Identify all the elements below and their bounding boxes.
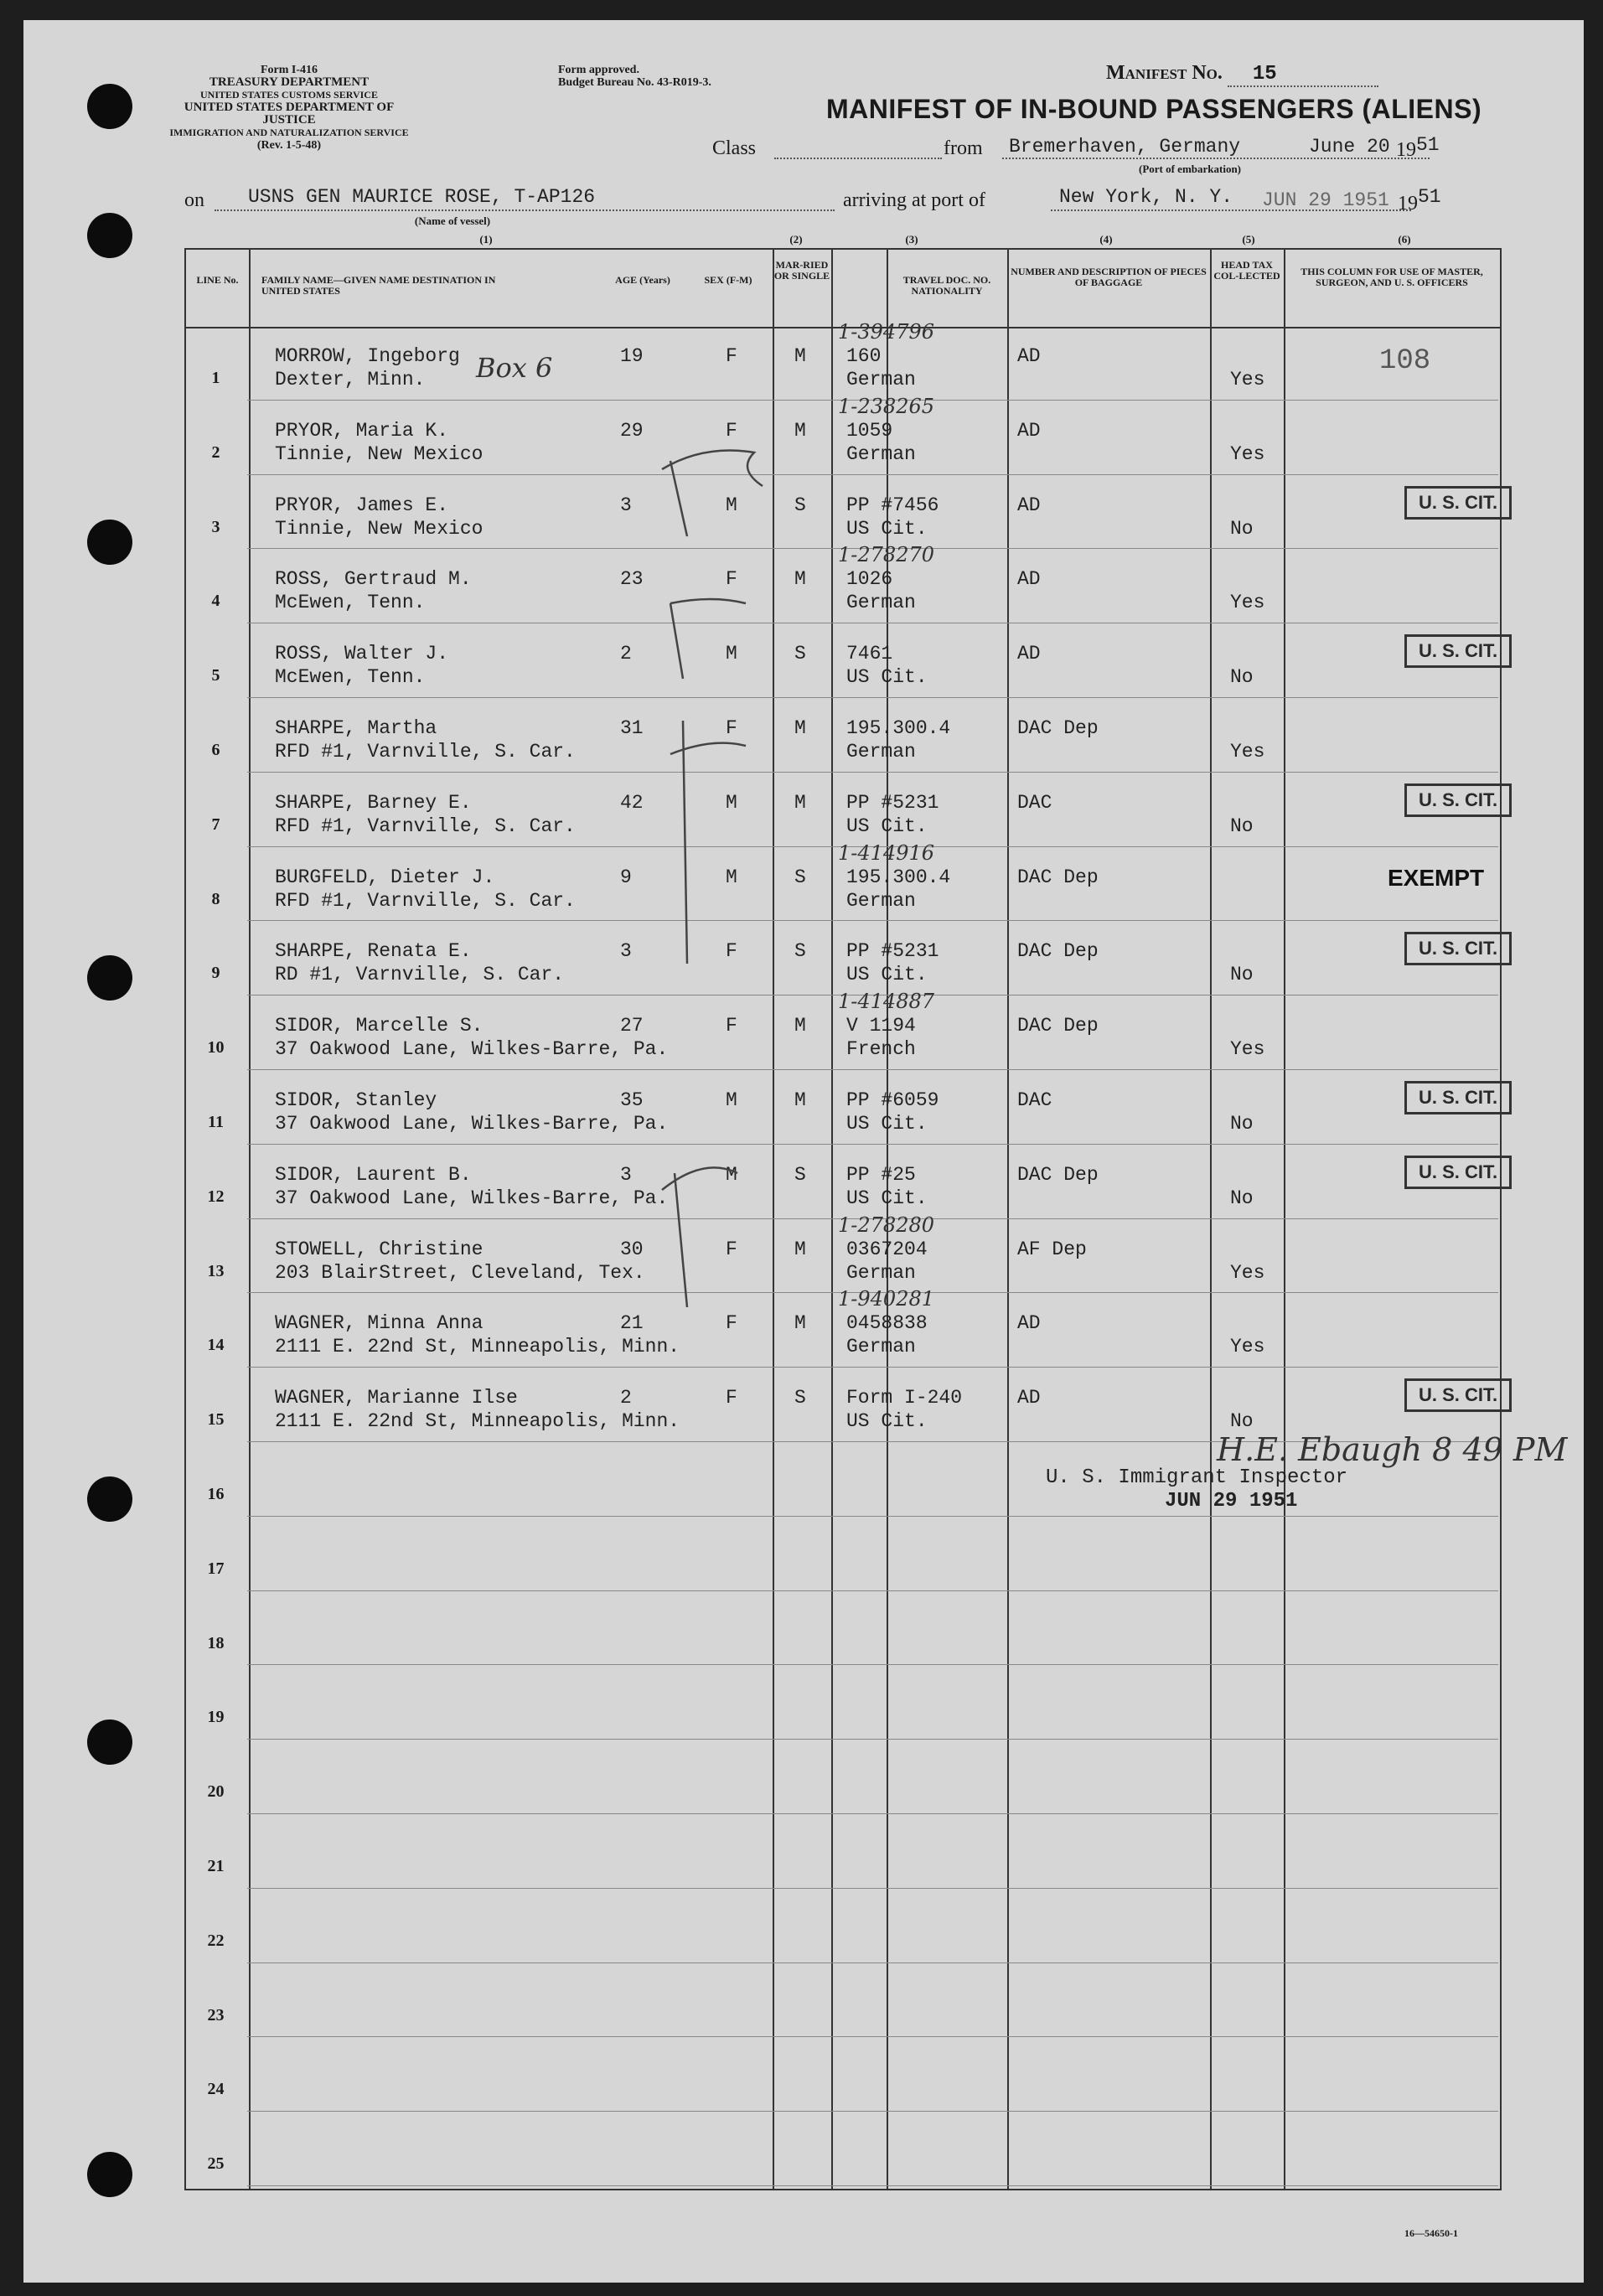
line-number: 2 — [211, 443, 220, 462]
passenger-age: 31 — [620, 717, 644, 739]
row-divider — [247, 1664, 1498, 1665]
line-number: 15 — [207, 1410, 225, 1429]
passenger-sex: F — [726, 717, 737, 739]
us-citizen-stamp: U. S. CIT. — [1404, 486, 1512, 520]
treasury-dept: TREASURY DEPARTMENT — [209, 75, 370, 89]
line-number: 25 — [207, 2154, 225, 2173]
row-divider — [247, 697, 1498, 698]
passenger-name: WAGNER, Minna Anna — [275, 1312, 483, 1334]
manifest-label: Manifest No. — [1106, 62, 1223, 84]
passenger-destination: 203 BlairStreet, Cleveland, Tex. — [275, 1262, 645, 1284]
agency-block — [159, 64, 419, 152]
passenger-name: MORROW, Ingeborg — [275, 345, 460, 367]
baggage: DAC — [1017, 792, 1052, 814]
passenger-name: WAGNER, Marianne Ilse — [275, 1387, 518, 1409]
row-divider — [247, 1962, 1498, 1963]
arriving-label: arriving at port of — [843, 189, 985, 211]
binder-hole — [87, 1476, 132, 1522]
head-tax: No — [1230, 964, 1254, 985]
passenger-sex: F — [726, 940, 737, 962]
nationality: US Cit. — [846, 1187, 928, 1209]
baggage: AD — [1017, 1387, 1041, 1409]
us-citizen-stamp: U. S. CIT. — [1404, 634, 1512, 668]
col-divider — [1007, 250, 1009, 2189]
col-number: (6) — [1398, 233, 1411, 246]
line-number: 14 — [207, 1336, 225, 1354]
nationality: US Cit. — [846, 1113, 928, 1135]
passenger-destination: RFD #1, Varnville, S. Car. — [275, 741, 576, 763]
class-field — [774, 158, 942, 159]
line-number: 8 — [211, 890, 220, 908]
line-number: 24 — [207, 2080, 225, 2098]
travel-doc: PP #7456 — [846, 494, 939, 516]
line-number: 9 — [211, 964, 220, 982]
passenger-name: PRYOR, James E. — [275, 494, 449, 516]
passenger-marital: M — [794, 1015, 806, 1037]
col-header-headtax: HEAD TAX COL-LECTED — [1213, 259, 1280, 282]
head-tax: Yes — [1230, 369, 1265, 390]
line-number: 3 — [211, 518, 220, 536]
line-number: 21 — [207, 1857, 225, 1875]
passenger-marital: M — [794, 717, 806, 739]
passenger-name: STOWELL, Christine — [275, 1238, 483, 1260]
form-approved: Form approved. — [558, 64, 639, 76]
alien-registration-note: 1-414916 — [838, 841, 934, 865]
binder-hole — [87, 1719, 132, 1765]
line-number: 5 — [211, 666, 220, 685]
justice-dept: UNITED STATES DEPARTMENT OF JUSTICE — [184, 101, 395, 127]
line-number: 20 — [207, 1782, 225, 1801]
passenger-marital: S — [794, 494, 806, 516]
on-label: on — [184, 189, 204, 211]
manifest-number — [1106, 62, 1378, 87]
binder-hole — [87, 84, 132, 129]
col-header-sex: SEX (F-M) — [704, 274, 752, 286]
baggage: DAC Dep — [1017, 1164, 1099, 1186]
head-tax: No — [1230, 815, 1254, 837]
passenger-name: ROSS, Gertraud M. — [275, 568, 472, 590]
class-label: Class — [712, 137, 757, 159]
head-tax: Yes — [1230, 1336, 1265, 1357]
line-number: 16 — [207, 1485, 225, 1503]
passenger-destination: RD #1, Varnville, S. Car. — [275, 964, 565, 985]
passenger-marital: M — [794, 345, 806, 367]
row-divider — [247, 1813, 1498, 1814]
box-note: Box 6 — [476, 352, 553, 384]
baggage: AD — [1017, 345, 1041, 367]
passenger-name: SHARPE, Martha — [275, 717, 437, 739]
passenger-destination: RFD #1, Varnville, S. Car. — [275, 890, 576, 912]
vessel-value: USNS GEN MAURICE ROSE, T-AP126 — [248, 186, 596, 208]
col-number: (3) — [905, 233, 918, 246]
col-divider — [831, 250, 833, 2189]
nationality: German — [846, 741, 916, 763]
passenger-marital: M — [794, 792, 806, 814]
row-divider — [247, 1367, 1498, 1368]
passenger-sex: M — [726, 792, 737, 814]
travel-doc: PP #6059 — [846, 1089, 939, 1111]
col-number: (5) — [1242, 233, 1255, 246]
passenger-destination: 2111 E. 22nd St, Minneapolis, Minn. — [275, 1410, 680, 1432]
baggage: DAC Dep — [1017, 866, 1099, 888]
passenger-marital: S — [794, 1387, 806, 1409]
vessel-field — [215, 209, 835, 211]
exempt-stamp: EXEMPT — [1388, 865, 1485, 891]
revision: (Rev. 1-5-48) — [256, 139, 322, 152]
line-number: 10 — [207, 1038, 225, 1057]
alien-registration-note: 1-940281 — [838, 1287, 934, 1311]
travel-doc: 195.300.4 — [846, 717, 951, 739]
travel-doc: 0458838 — [846, 1312, 928, 1334]
us-citizen-stamp: U. S. CIT. — [1404, 783, 1512, 817]
nationality: German — [846, 890, 916, 912]
head-tax: No — [1230, 1113, 1254, 1135]
inspector-date-stamp: JUN 29 1951 — [1165, 1490, 1298, 1513]
line-number: 12 — [207, 1187, 225, 1206]
col-number: (2) — [789, 233, 803, 246]
nationality: German — [846, 592, 916, 613]
col-divider — [1210, 250, 1212, 2189]
passenger-destination: 37 Oakwood Lane, Wilkes-Barre, Pa. — [275, 1038, 669, 1060]
us-citizen-stamp: U. S. CIT. — [1404, 1378, 1512, 1412]
passenger-age: 21 — [620, 1312, 644, 1334]
binder-hole — [87, 213, 132, 258]
head-tax: Yes — [1230, 443, 1265, 465]
travel-doc: Form I-240 — [846, 1387, 963, 1409]
baggage: AD — [1017, 643, 1041, 664]
baggage: AD — [1017, 1312, 1041, 1334]
travel-doc: PP #25 — [846, 1164, 916, 1186]
head-tax: Yes — [1230, 1262, 1265, 1284]
nationality: US Cit. — [846, 518, 928, 540]
col-number: (4) — [1099, 233, 1113, 246]
row-divider — [247, 2036, 1498, 2037]
handwritten-marks — [637, 436, 771, 1441]
col-header-married: MAR-RIED OR SINGLE — [773, 259, 830, 282]
passenger-age: 3 — [620, 494, 632, 516]
nationality: US Cit. — [846, 666, 928, 688]
travel-doc: 160 — [846, 345, 882, 367]
line-number: 19 — [207, 1708, 225, 1726]
line-number: 13 — [207, 1262, 225, 1280]
budget-bureau: Budget Bureau No. 43-R019-3. — [558, 76, 711, 89]
row-divider — [247, 1144, 1498, 1145]
alien-registration-note: 1-238265 — [838, 395, 934, 418]
form-id: Form I-416 — [260, 64, 318, 76]
passenger-marital: S — [794, 1164, 806, 1186]
arrival-date-stamp: JUN 29 1951 — [1262, 189, 1389, 211]
passenger-sex: F — [726, 345, 737, 367]
alien-registration-note: 1-394796 — [838, 320, 934, 344]
passenger-name: SHARPE, Renata E. — [275, 940, 472, 962]
passenger-marital: S — [794, 940, 806, 962]
row-divider — [247, 2111, 1498, 2112]
form-approved-block — [558, 64, 711, 89]
line-number: 23 — [207, 2006, 225, 2025]
passenger-age: 3 — [620, 1164, 632, 1186]
page-title: MANIFEST OF IN-BOUND PASSENGERS (ALIENS) — [826, 94, 1482, 124]
passenger-marital: M — [794, 1238, 806, 1260]
from-field — [1002, 158, 1430, 159]
arrival-year-suffix: 51 — [1418, 186, 1441, 208]
nationality: German — [846, 1336, 916, 1357]
baggage: DAC Dep — [1017, 940, 1099, 962]
passenger-destination: McEwen, Tenn. — [275, 592, 426, 613]
nationality: German — [846, 1262, 916, 1284]
passenger-age: 3 — [620, 940, 632, 962]
col-header-travel: TRAVEL DOC. NO. NATIONALITY — [902, 274, 991, 297]
passenger-sex: M — [726, 643, 737, 664]
officer-count-stamp: 108 — [1379, 345, 1431, 377]
col-header-age: AGE (Years) — [615, 274, 670, 286]
passenger-destination: McEwen, Tenn. — [275, 666, 426, 688]
head-tax: Yes — [1230, 592, 1265, 613]
passenger-marital: M — [794, 420, 806, 442]
passenger-age: 19 — [620, 345, 644, 367]
row-divider — [247, 920, 1498, 921]
passenger-marital: S — [794, 643, 806, 664]
travel-doc: 1026 — [846, 568, 893, 590]
baggage: DAC — [1017, 1089, 1052, 1111]
inspector-signature: H.E. Ebaugh 8 49 PM — [1217, 1431, 1568, 1468]
passenger-sex: M — [726, 1164, 737, 1186]
baggage: AD — [1017, 568, 1041, 590]
row-divider — [247, 2185, 1498, 2186]
col-divider — [1284, 250, 1285, 2189]
passenger-sex: F — [726, 1387, 737, 1409]
customs-service: UNITED STATES CUSTOMS SERVICE — [200, 89, 378, 101]
line-number: 22 — [207, 1931, 225, 1950]
head-tax: No — [1230, 1410, 1254, 1432]
passenger-age: 2 — [620, 1387, 632, 1409]
passenger-age: 29 — [620, 420, 644, 442]
year-prefix: 19 — [1396, 139, 1416, 161]
col-header-name: FAMILY NAME—GIVEN NAME DESTINATION IN UNITED STATES — [261, 274, 496, 297]
travel-doc: PP #5231 — [846, 940, 939, 962]
nationality: German — [846, 443, 916, 465]
col-header-officers: THIS COLUMN FOR USE OF MASTER, SURGEON, AND U. S. OFFICERS — [1300, 266, 1483, 288]
year-suffix: 51 — [1416, 134, 1440, 156]
passenger-marital: M — [794, 1312, 806, 1334]
passenger-marital: S — [794, 866, 806, 888]
passenger-destination: Tinnie, New Mexico — [275, 518, 483, 540]
head-tax: No — [1230, 518, 1254, 540]
us-citizen-stamp: U. S. CIT. — [1404, 1081, 1512, 1114]
baggage: AF Dep — [1017, 1238, 1087, 1260]
baggage: AD — [1017, 494, 1041, 516]
passenger-destination: Dexter, Minn. — [275, 369, 426, 390]
travel-doc: PP #5231 — [846, 792, 939, 814]
passenger-sex: M — [726, 866, 737, 888]
us-citizen-stamp: U. S. CIT. — [1404, 1156, 1512, 1189]
row-divider — [247, 1590, 1498, 1591]
passenger-sex: M — [726, 494, 737, 516]
head-tax: No — [1230, 1187, 1254, 1209]
baggage: DAC Dep — [1017, 1015, 1099, 1037]
passenger-sex: F — [726, 1015, 737, 1037]
line-number: 6 — [211, 741, 220, 759]
passenger-marital: M — [794, 1089, 806, 1111]
alien-registration-note: 1-278280 — [838, 1213, 934, 1237]
passenger-sex: F — [726, 420, 737, 442]
passenger-sex: F — [726, 568, 737, 590]
row-divider — [247, 1069, 1498, 1070]
passenger-destination: Tinnie, New Mexico — [275, 443, 483, 465]
binder-hole — [87, 955, 132, 1001]
alien-registration-note: 1-414887 — [838, 990, 934, 1013]
passenger-destination: 2111 E. 22nd St, Minneapolis, Minn. — [275, 1336, 680, 1357]
baggage: DAC Dep — [1017, 717, 1099, 739]
passenger-age: 23 — [620, 568, 644, 590]
passenger-name: BURGFELD, Dieter J. — [275, 866, 495, 888]
binder-hole — [87, 2152, 132, 2197]
passenger-name: SIDOR, Laurent B. — [275, 1164, 472, 1186]
passenger-destination: 37 Oakwood Lane, Wilkes-Barre, Pa. — [275, 1113, 669, 1135]
passenger-age: 27 — [620, 1015, 644, 1037]
nationality: French — [846, 1038, 916, 1060]
col-divider — [249, 250, 251, 2189]
nationality: US Cit. — [846, 815, 928, 837]
passenger-sex: M — [726, 1089, 737, 1111]
line-number: 11 — [208, 1113, 224, 1131]
nationality: US Cit. — [846, 1410, 928, 1432]
row-divider — [247, 474, 1498, 475]
arriving-value: New York, N. Y. — [1059, 186, 1233, 208]
nationality: German — [846, 369, 916, 390]
passenger-name: ROSS, Walter J. — [275, 643, 449, 664]
vessel-caption: (Name of vessel) — [414, 215, 491, 227]
line-number: 7 — [211, 815, 220, 834]
line-number: 18 — [207, 1634, 225, 1652]
arrival-year-prefix: 19 — [1398, 193, 1418, 215]
travel-doc: 0367204 — [846, 1238, 928, 1260]
passenger-name: PRYOR, Maria K. — [275, 420, 449, 442]
travel-doc: 1059 — [846, 420, 893, 442]
passenger-age: 35 — [620, 1089, 644, 1111]
col-header-line-no: LINE No. — [196, 274, 239, 286]
line-number: 1 — [211, 369, 220, 387]
line-number: 4 — [211, 592, 220, 610]
binder-hole — [87, 520, 132, 565]
col-divider — [773, 250, 774, 2189]
row-divider — [247, 772, 1498, 773]
col-number: (1) — [479, 233, 493, 246]
line-number: 17 — [207, 1559, 225, 1578]
alien-registration-note: 1-278270 — [838, 543, 934, 566]
embark-date: June 20 — [1309, 136, 1390, 158]
form-footer-code: 16—54650-1 — [1404, 2227, 1458, 2239]
passenger-sex: F — [726, 1312, 737, 1334]
inspector-label: U. S. Immigrant Inspector — [1046, 1466, 1348, 1489]
passenger-destination: 37 Oakwood Lane, Wilkes-Barre, Pa. — [275, 1187, 669, 1209]
head-tax: Yes — [1230, 741, 1265, 763]
passenger-age: 2 — [620, 643, 632, 664]
head-tax: No — [1230, 666, 1254, 688]
baggage: AD — [1017, 420, 1041, 442]
row-divider — [247, 1888, 1498, 1889]
passenger-age: 30 — [620, 1238, 644, 1260]
from-value: Bremerhaven, Germany — [1009, 136, 1241, 158]
travel-doc: 7461 — [846, 643, 893, 664]
us-citizen-stamp: U. S. CIT. — [1404, 932, 1512, 965]
row-divider — [247, 1516, 1498, 1517]
port-embark-caption: (Port of embarkation) — [1138, 163, 1242, 175]
passenger-age: 9 — [620, 866, 632, 888]
passenger-age: 42 — [620, 792, 644, 814]
passenger-destination: RFD #1, Varnville, S. Car. — [275, 815, 576, 837]
nationality: US Cit. — [846, 964, 928, 985]
ins: IMMIGRATION AND NATURALIZATION SERVICE — [169, 127, 409, 138]
passenger-name: SIDOR, Stanley — [275, 1089, 437, 1111]
travel-doc: V 1194 — [846, 1015, 916, 1037]
col-header-baggage: NUMBER AND DESCRIPTION OF PIECES OF BAGGAGE — [1011, 266, 1207, 288]
passenger-sex: F — [726, 1238, 737, 1260]
passenger-name: SIDOR, Marcelle S. — [275, 1015, 483, 1037]
from-label: from — [944, 137, 983, 159]
head-tax: Yes — [1230, 1038, 1265, 1060]
passenger-name: SHARPE, Barney E. — [275, 792, 472, 814]
manifest-no-value: 15 — [1228, 63, 1378, 87]
travel-doc: 195.300.4 — [846, 866, 951, 888]
passenger-marital: M — [794, 568, 806, 590]
row-divider — [247, 1739, 1498, 1740]
